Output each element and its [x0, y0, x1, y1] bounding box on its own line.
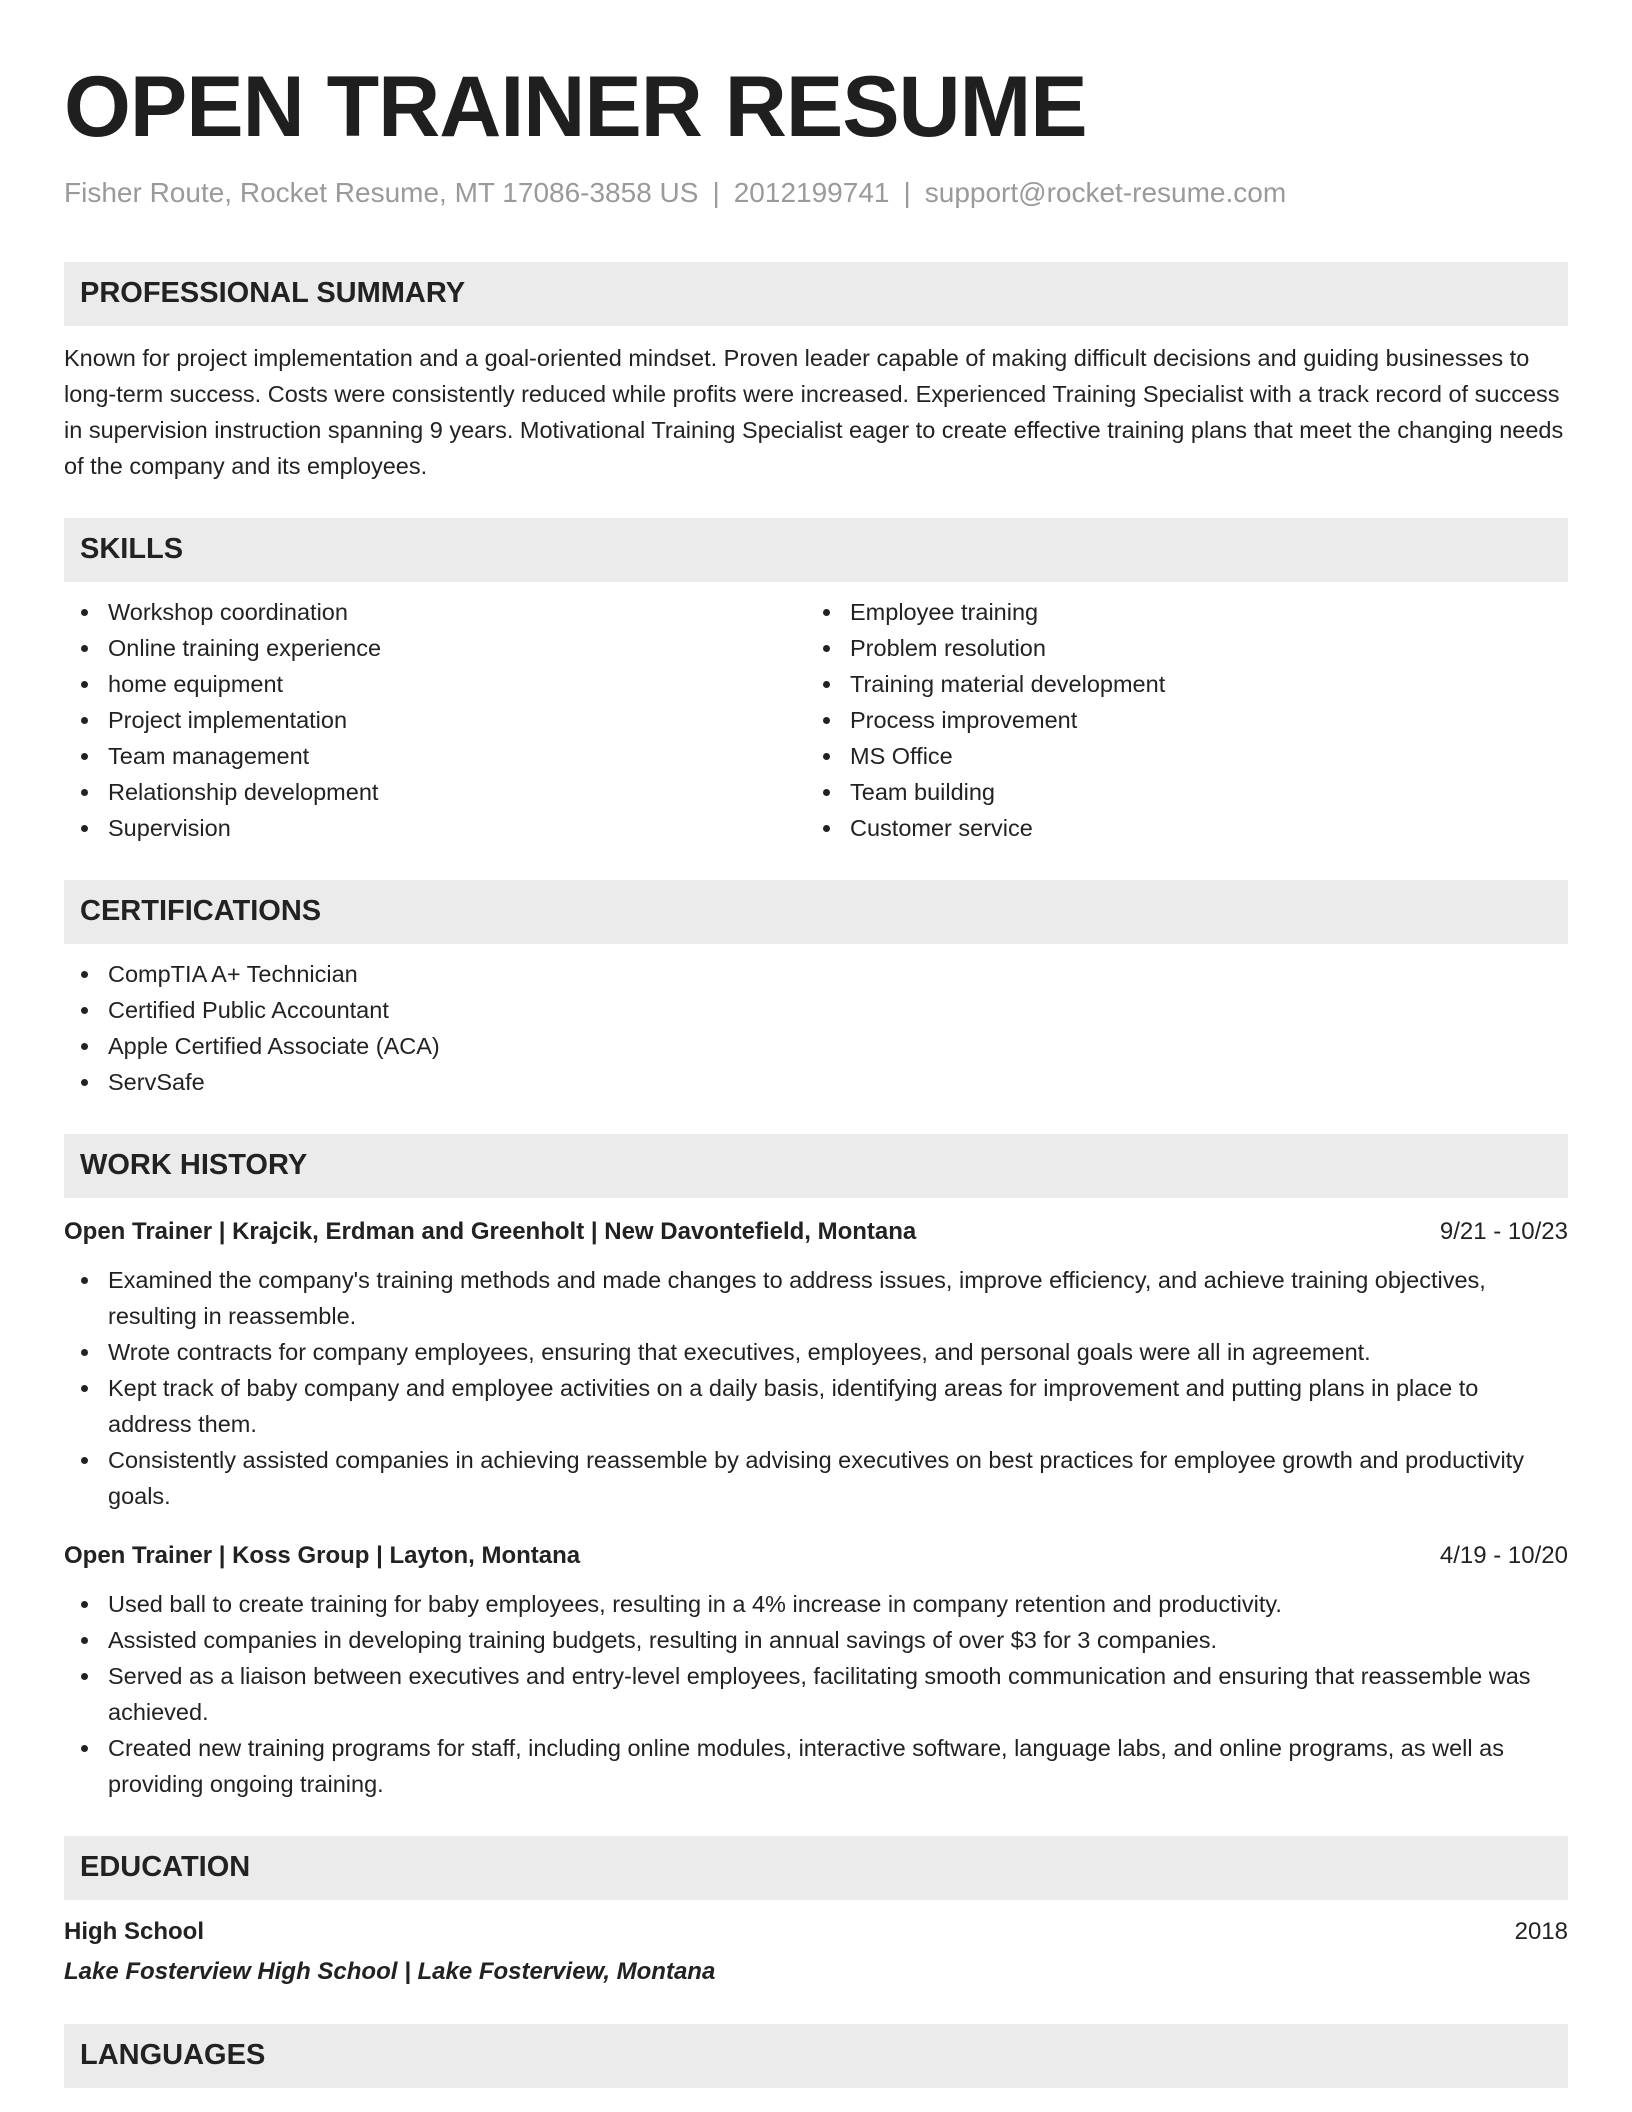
section-heading-languages: LANGUAGES [64, 2024, 1568, 2088]
address-text: Fisher Route, Rocket Resume, MT 17086-3858 US [64, 177, 699, 208]
job-bullet: Consistently assisted companies in achieving reassemble by advising executives on best practices for employee growth and productivity goals. [64, 1442, 1568, 1514]
skill-item: Team building [806, 774, 1548, 810]
job-bullet: Created new training programs for staff, including online modules, interactive software, language labs, and online programs, as well as providing ongoing training. [64, 1730, 1568, 1802]
skill-item: Problem resolution [806, 630, 1548, 666]
job-bullet: Wrote contracts for company employees, ensuring that executives, employees, and personal goals were all in agreement. [64, 1334, 1568, 1370]
education-degree: High School [64, 1917, 204, 1945]
job-title: Open Trainer | Krajcik, Erdman and Greenholt | New Davontefield, Montana [64, 1217, 917, 1245]
education-year: 2018 [1514, 1917, 1568, 1945]
skill-item: Supervision [64, 810, 806, 846]
email-text: support@rocket-resume.com [924, 177, 1287, 208]
skill-item: home equipment [64, 666, 806, 702]
contact-separator: | [903, 177, 911, 208]
certification-item: CompTIA A+ Technician [64, 956, 1568, 992]
education-school: Lake Fosterview High School | Lake Fosterview, Montana [64, 1957, 716, 1985]
contact-line [64, 176, 1568, 210]
job-bullet: Kept track of baby company and employee activities on a daily basis, identifying areas for improvement and putting plans in place to address them. [64, 1370, 1568, 1442]
certification-item: Apple Certified Associate (ACA) [64, 1028, 1568, 1064]
summary-text: Known for project implementation and a goal-oriented mindset. Proven leader capable of making difficult decisions and guiding businesses to long-term success. Costs were consistently reduced while profits were increased. Experienced Training Specialist with a track record of success in supervision instruction spanning 9 years. Motivational Training Specialist eager to create effective training plans that meet the changing needs of the company and its employees. [64, 344, 1564, 479]
skill-item: Team management [64, 738, 806, 774]
job-bullet: Served as a liaison between executives and entry-level employees, facilitating smooth communication and ensuring that reassemble was achieved. [64, 1658, 1568, 1730]
skills-list-left [64, 594, 806, 846]
job-title: Open Trainer | Koss Group | Layton, Montana [64, 1541, 581, 1569]
contact-separator: | [712, 177, 720, 208]
section-heading-education: EDUCATION [64, 1836, 1568, 1900]
skill-item: Online training experience [64, 630, 806, 666]
job-header [64, 1214, 1568, 1250]
certification-item: Certified Public Accountant [64, 992, 1568, 1028]
skill-item: MS Office [806, 738, 1548, 774]
certification-item: ServSafe [64, 1064, 1568, 1100]
skill-item: Employee training [806, 594, 1548, 630]
certifications-list [64, 956, 1568, 1100]
job-bullet: Examined the company's training methods and made changes to address issues, improve efficiency, and achieve training objectives, resulting in reassemble. [64, 1262, 1568, 1334]
skill-item: Customer service [806, 810, 1548, 846]
section-heading-skills: SKILLS [64, 518, 1568, 582]
job-dates: 9/21 - 10/23 [1439, 1217, 1568, 1245]
phone-text: 2012199741 [733, 177, 890, 208]
skill-item: Process improvement [806, 702, 1548, 738]
skill-item: Workshop coordination [64, 594, 806, 630]
section-heading-summary: PROFESSIONAL SUMMARY [64, 262, 1568, 326]
skill-item: Relationship development [64, 774, 806, 810]
job-header [64, 1538, 1568, 1574]
section-heading-work-history: WORK HISTORY [64, 1134, 1568, 1198]
job-bullets [64, 1262, 1568, 1514]
job-bullets [64, 1586, 1568, 1802]
skills-grid [64, 582, 1568, 846]
education-header [64, 1914, 1568, 1950]
skills-list-right [806, 594, 1548, 846]
skill-item: Training material development [806, 666, 1548, 702]
resume-title: OPEN TRAINER RESUME [64, 59, 1087, 155]
job-bullet: Used ball to create training for baby employees, resulting in a 4% increase in company retention and productivity. [64, 1586, 1568, 1622]
section-heading-certifications: CERTIFICATIONS [64, 880, 1568, 944]
job-bullet: Assisted companies in developing training budgets, resulting in annual savings of over $3 for 3 companies. [64, 1622, 1568, 1658]
skill-item: Project implementation [64, 702, 806, 738]
job-dates: 4/19 - 10/20 [1439, 1541, 1568, 1569]
